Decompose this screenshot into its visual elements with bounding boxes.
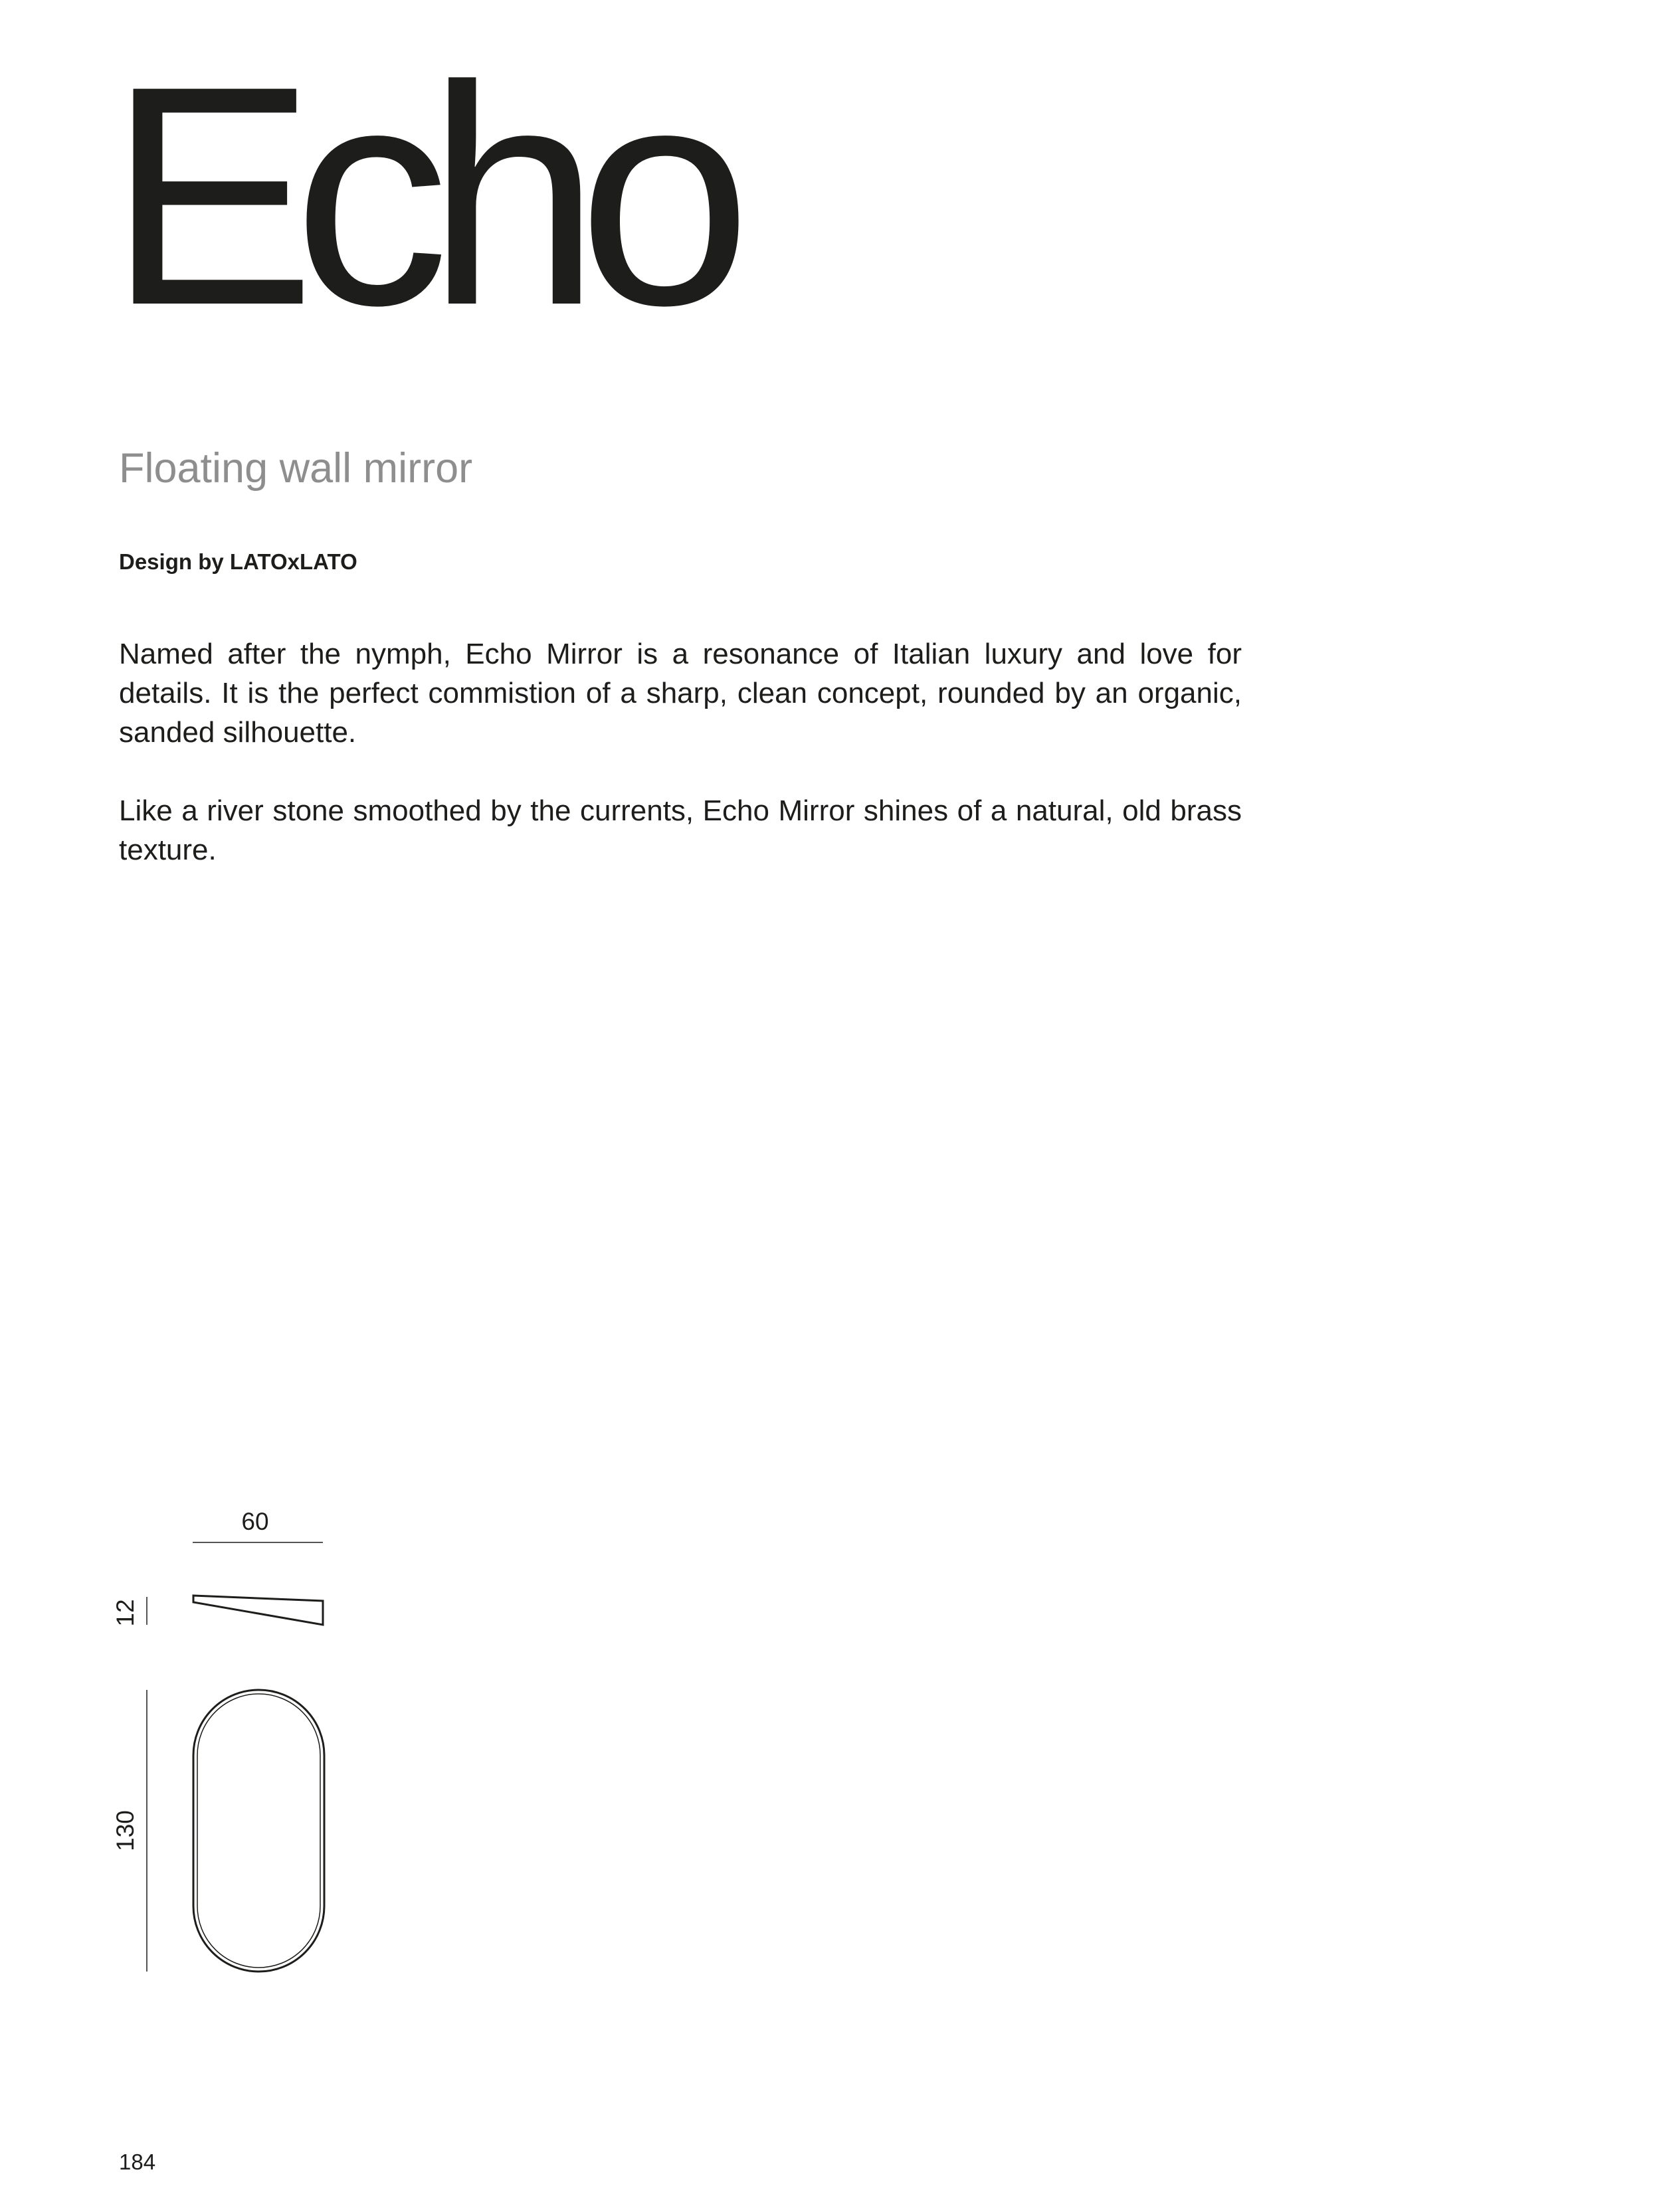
product-title: Echo: [108, 21, 730, 370]
description-paragraph: Like a river stone smoothed by the currents, Echo Mirror shines of a natural, old brass texture.: [119, 794, 1242, 866]
mirror-front-view-inner: [197, 1694, 320, 1968]
mirror-front-view: [193, 1690, 324, 1972]
description-paragraph: Named after the nymph, Echo Mirror is a resonance of Italian luxury and love for details. It is the perfect commistion of a sharp, clean concept, rounded by an organic, sanded silhouette.: [119, 638, 1242, 749]
designer-credit: Design by LATOxLATO: [119, 549, 357, 574]
width-dimension-label: 60: [241, 1508, 269, 1535]
page-number: 184: [119, 2150, 156, 2174]
technical-drawing: [106, 1501, 345, 1993]
depth-dimension-label: 12: [112, 1599, 139, 1627]
side-profile-wedge: [193, 1596, 323, 1625]
product-subtitle: Floating wall mirror: [119, 445, 473, 492]
height-dimension-label: 130: [112, 1810, 139, 1851]
product-description: [119, 634, 1242, 909]
